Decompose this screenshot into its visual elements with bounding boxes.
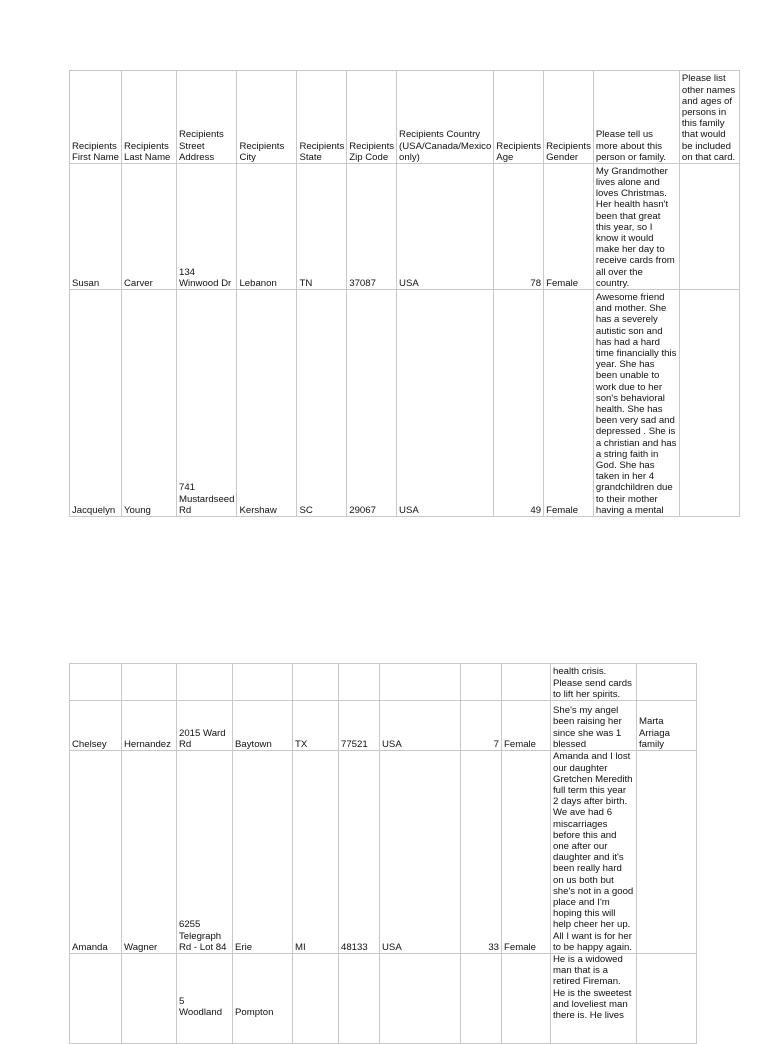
country-cell: USA: [380, 701, 461, 751]
country-cell: USA: [380, 751, 461, 954]
zip-cell: 77521: [339, 701, 380, 751]
city-cell: Lebanon: [237, 164, 297, 290]
table-row-partial: [70, 954, 697, 1044]
last-name-cell: Carver: [122, 164, 177, 290]
header-last-name: Recipients Last Name: [122, 71, 177, 164]
street-cell: 6255 Telegraph Rd - Lot 84: [177, 751, 233, 954]
country-cell: USA: [397, 290, 494, 517]
table-row: [70, 751, 697, 954]
header-zip: Recipients Zip Code: [347, 71, 397, 164]
others-cell: Marta Arriaga family: [637, 701, 697, 751]
street-cell: 2015 Ward Rd: [177, 701, 233, 751]
first-name-cell: Jacquelyn: [70, 290, 122, 517]
city-cell: Baytown: [233, 701, 293, 751]
first-name-cell: Susan: [70, 164, 122, 290]
others-cell: [679, 164, 739, 290]
table-row: [70, 701, 697, 751]
about-cell: My Grandmother lives alone and loves Christmas. Her health hasn't been that great this year, so I know it would make her day to receive cards from all over the country.: [593, 164, 679, 290]
header-state: Recipients State: [297, 71, 347, 164]
header-others: Please list other names and ages of persons in this family that would be included on that card.: [679, 71, 739, 164]
header-gender: Recipients Gender: [544, 71, 594, 164]
age-cell: 49: [494, 290, 544, 517]
table-row: [70, 290, 740, 517]
state-cell: TN: [297, 164, 347, 290]
recipients-table-page-1: [69, 70, 740, 517]
last-name-cell: Hernandez: [122, 701, 177, 751]
last-name-cell: Wagner: [122, 751, 177, 954]
about-cell: She's my angel been raising her since she was 1 blessed: [551, 701, 637, 751]
about-cell: Amanda and I lost our daughter Gretchen Meredith full term this year 2 days after birth. We ave had 6 miscarriages before this and one after our daughter and it's been really hard on us both but she's not in a good place and I'm hoping this will help cheer her up. All I want is for her to be happy again.: [551, 751, 637, 954]
about-cell: Awesome friend and mother. She has a severely autistic son and has had a hard time financially this year. She has been unable to work due to her son's behavioral health. She has been very sad and depressed . She is a christian and has a string faith in God. She has taken in her 4 grandchildren due to their mother having a mental: [593, 290, 679, 517]
others-cell: [679, 290, 739, 517]
about-cell-continued: health crisis. Please send cards to lift her spirits.: [551, 664, 637, 701]
zip-cell: 37087: [347, 164, 397, 290]
state-cell: MI: [293, 751, 339, 954]
recipients-table-page-2: [69, 663, 697, 1044]
age-cell: 78: [494, 164, 544, 290]
street-cell: 741 Mustardseed Rd: [177, 290, 237, 517]
gender-cell: Female: [502, 701, 551, 751]
first-name-cell: Amanda: [70, 751, 122, 954]
city-cell: Kershaw: [237, 290, 297, 517]
table-row: [70, 164, 740, 290]
state-cell: TX: [293, 701, 339, 751]
first-name-cell: Chelsey: [70, 701, 122, 751]
state-cell: SC: [297, 290, 347, 517]
street-cell: 134 Winwood Dr: [177, 164, 237, 290]
age-cell: 7: [461, 701, 502, 751]
gender-cell: Female: [544, 164, 594, 290]
about-cell: He is a widowed man that is a retired Fireman. He is the sweetest and loveliest man there is. He lives: [551, 954, 637, 1044]
country-cell: USA: [397, 164, 494, 290]
header-street: Recipients Street Address: [177, 71, 237, 164]
header-about: Please tell us more about this person or family.: [593, 71, 679, 164]
city-cell: Erie: [233, 751, 293, 954]
street-cell: 5 Woodland: [177, 954, 233, 1044]
zip-cell: 48133: [339, 751, 380, 954]
table-row-continued: [70, 664, 697, 701]
header-country: Recipients Country (USA/Canada/Mexico only): [397, 71, 494, 164]
header-first-name: Recipients First Name: [70, 71, 122, 164]
city-cell: Pompton: [233, 954, 293, 1044]
header-age: Recipients Age: [494, 71, 544, 164]
header-row: [70, 71, 740, 164]
others-cell: [637, 751, 697, 954]
age-cell: 33: [461, 751, 502, 954]
header-city: Recipients City: [237, 71, 297, 164]
zip-cell: 29067: [347, 290, 397, 517]
gender-cell: Female: [544, 290, 594, 517]
last-name-cell: Young: [122, 290, 177, 517]
gender-cell: Female: [502, 751, 551, 954]
